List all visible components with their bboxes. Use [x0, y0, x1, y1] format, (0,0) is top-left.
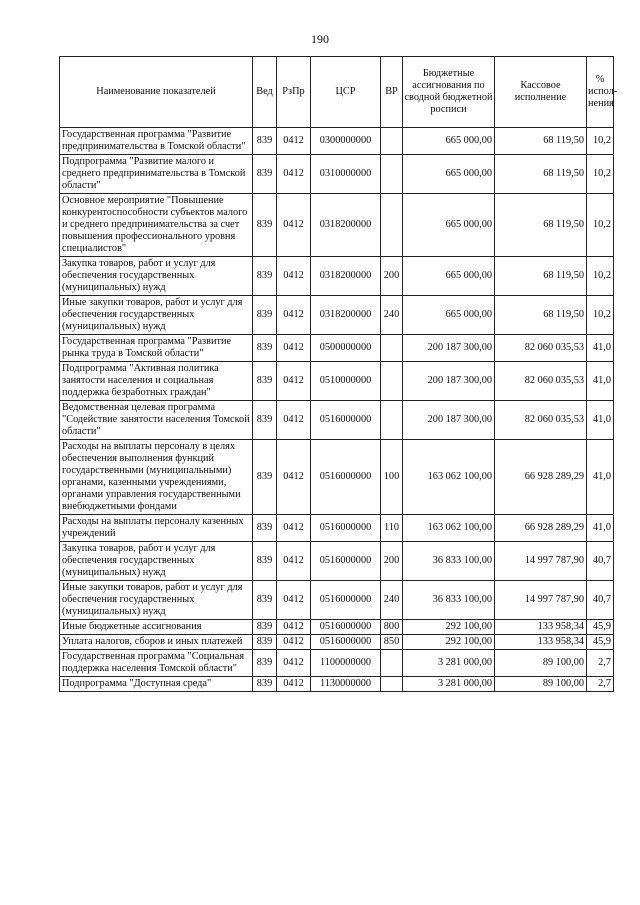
row-rzpr: 0412 [277, 401, 311, 440]
budget-table [59, 56, 618, 692]
row-budget: 665 000,00 [403, 296, 495, 335]
row-rzpr: 0412 [277, 620, 311, 635]
table-row [60, 440, 614, 515]
table-row [60, 620, 614, 635]
table-row [60, 155, 614, 194]
row-name: Подпрограмма "Доступная среда" [60, 677, 253, 692]
row-budget: 292 100,00 [403, 620, 495, 635]
row-rzpr: 0412 [277, 677, 311, 692]
row-csr: 0500000000 [311, 335, 381, 362]
row-rzpr: 0412 [277, 581, 311, 620]
table-row [60, 194, 614, 257]
row-name: Закупка товаров, работ и услуг для обеспечения государственных (муниципальных) нужд [60, 542, 253, 581]
row-cash: 66 928 289,29 [495, 440, 587, 515]
row-csr: 0516000000 [311, 542, 381, 581]
row-rzpr: 0412 [277, 635, 311, 650]
header-cash: Кассовое исполнение [495, 57, 587, 128]
row-cash: 68 119,50 [495, 194, 587, 257]
row-pct: 10,2 [587, 194, 614, 257]
row-ved: 839 [253, 296, 277, 335]
table-row [60, 542, 614, 581]
table-row [60, 257, 614, 296]
row-name: Уплата налогов, сборов и иных платежей [60, 635, 253, 650]
row-pct: 41,0 [587, 401, 614, 440]
row-vr [381, 335, 403, 362]
row-pct: 41,0 [587, 335, 614, 362]
row-csr: 0516000000 [311, 581, 381, 620]
row-budget: 665 000,00 [403, 155, 495, 194]
row-rzpr: 0412 [277, 440, 311, 515]
row-name: Подпрограмма "Развитие малого и среднего предпринимательства в Томской области" [60, 155, 253, 194]
row-name: Расходы на выплаты персоналу казенных учреждений [60, 515, 253, 542]
header-ved: Вед [253, 57, 277, 128]
row-pct: 41,0 [587, 515, 614, 542]
row-csr: 0318200000 [311, 257, 381, 296]
table-row [60, 128, 614, 155]
row-name: Государственная программа "Развитие предпринимательства в Томской области" [60, 128, 253, 155]
row-ved: 839 [253, 650, 277, 677]
header-vr: ВР [381, 57, 403, 128]
row-pct: 45,9 [587, 635, 614, 650]
row-csr: 0318200000 [311, 296, 381, 335]
row-vr [381, 155, 403, 194]
table-row [60, 335, 614, 362]
row-cash: 82 060 035,53 [495, 335, 587, 362]
row-pct: 45,9 [587, 620, 614, 635]
row-rzpr: 0412 [277, 128, 311, 155]
row-name: Подпрограмма "Активная политика занятости населения и социальная поддержка безработных граждан" [60, 362, 253, 401]
row-ved: 839 [253, 362, 277, 401]
row-ved: 839 [253, 335, 277, 362]
row-name: Иные закупки товаров, работ и услуг для обеспечения государственных (муниципальных) нужд [60, 581, 253, 620]
header-budget: Бюджетные ассигнования по сводной бюджетной росписи [403, 57, 495, 128]
row-cash: 68 119,50 [495, 155, 587, 194]
row-rzpr: 0412 [277, 362, 311, 401]
row-csr: 0516000000 [311, 635, 381, 650]
row-pct: 2,7 [587, 650, 614, 677]
row-vr: 110 [381, 515, 403, 542]
row-csr: 0318200000 [311, 194, 381, 257]
row-vr [381, 677, 403, 692]
row-budget: 200 187 300,00 [403, 401, 495, 440]
table-row [60, 362, 614, 401]
row-pct: 2,7 [587, 677, 614, 692]
row-pct: 10,2 [587, 128, 614, 155]
row-cash: 68 119,50 [495, 296, 587, 335]
header-name: Наименование показателей [60, 57, 253, 128]
row-vr [381, 194, 403, 257]
row-cash: 89 100,00 [495, 650, 587, 677]
table-row [60, 581, 614, 620]
row-rzpr: 0412 [277, 542, 311, 581]
row-csr: 0516000000 [311, 440, 381, 515]
row-cash: 82 060 035,53 [495, 401, 587, 440]
row-csr: 0300000000 [311, 128, 381, 155]
row-cash: 133 958,34 [495, 635, 587, 650]
row-name: Государственная программа "Развитие рынка труда в Томской области" [60, 335, 253, 362]
table-row [60, 635, 614, 650]
row-rzpr: 0412 [277, 650, 311, 677]
row-budget: 163 062 100,00 [403, 515, 495, 542]
page-number: 190 [311, 32, 329, 46]
header-rzpr: РзПр [277, 57, 311, 128]
row-rzpr: 0412 [277, 257, 311, 296]
row-ved: 839 [253, 194, 277, 257]
row-csr: 0516000000 [311, 620, 381, 635]
row-csr: 0516000000 [311, 401, 381, 440]
row-pct: 10,2 [587, 296, 614, 335]
row-budget: 36 833 100,00 [403, 581, 495, 620]
row-rzpr: 0412 [277, 155, 311, 194]
row-pct: 10,2 [587, 257, 614, 296]
row-vr [381, 401, 403, 440]
row-name: Иные бюджетные ассигнования [60, 620, 253, 635]
row-cash: 89 100,00 [495, 677, 587, 692]
row-cash: 82 060 035,53 [495, 362, 587, 401]
row-csr: 0516000000 [311, 515, 381, 542]
row-ved: 839 [253, 401, 277, 440]
table-row [60, 650, 614, 677]
row-csr: 1130000000 [311, 677, 381, 692]
row-pct: 40,7 [587, 542, 614, 581]
table-row [60, 296, 614, 335]
row-name: Расходы на выплаты персоналу в целях обеспечения выполнения функций государственными (муниципальными) органами, казенными учреждениями, органами управления государственными внебюджетными фондами [60, 440, 253, 515]
row-ved: 839 [253, 677, 277, 692]
row-ved: 839 [253, 542, 277, 581]
row-pct: 10,2 [587, 155, 614, 194]
row-vr: 200 [381, 542, 403, 581]
header-csr: ЦСР [311, 57, 381, 128]
row-name: Иные закупки товаров, работ и услуг для обеспечения государственных (муниципальных) нужд [60, 296, 253, 335]
table-row [60, 401, 614, 440]
row-name: Основное мероприятие "Повышение конкурентоспособности субъектов малого и среднего предпринимательства за счет повышения профессионального уровня специалистов" [60, 194, 253, 257]
row-ved: 839 [253, 257, 277, 296]
row-cash: 14 997 787,90 [495, 581, 587, 620]
row-cash: 133 958,34 [495, 620, 587, 635]
row-vr [381, 362, 403, 401]
row-name: Ведомственная целевая программа "Содействие занятости населения Томской области" [60, 401, 253, 440]
row-rzpr: 0412 [277, 335, 311, 362]
row-budget: 200 187 300,00 [403, 362, 495, 401]
row-cash: 66 928 289,29 [495, 515, 587, 542]
row-vr [381, 128, 403, 155]
row-rzpr: 0412 [277, 515, 311, 542]
row-cash: 14 997 787,90 [495, 542, 587, 581]
row-budget: 292 100,00 [403, 635, 495, 650]
row-vr: 100 [381, 440, 403, 515]
row-vr: 850 [381, 635, 403, 650]
row-budget: 163 062 100,00 [403, 440, 495, 515]
row-rzpr: 0412 [277, 194, 311, 257]
table-row [60, 515, 614, 542]
row-name: Государственная программа "Социальная поддержка населения Томской области" [60, 650, 253, 677]
row-vr [381, 650, 403, 677]
row-ved: 839 [253, 128, 277, 155]
row-csr: 0310000000 [311, 155, 381, 194]
row-name: Закупка товаров, работ и услуг для обеспечения государственных (муниципальных) нужд [60, 257, 253, 296]
row-budget: 3 281 000,00 [403, 677, 495, 692]
row-ved: 839 [253, 155, 277, 194]
row-budget: 200 187 300,00 [403, 335, 495, 362]
row-pct: 40,7 [587, 581, 614, 620]
row-cash: 68 119,50 [495, 128, 587, 155]
row-csr: 0510000000 [311, 362, 381, 401]
table-header-row [60, 57, 614, 128]
row-vr: 240 [381, 581, 403, 620]
table-row [60, 677, 614, 692]
row-vr: 800 [381, 620, 403, 635]
row-budget: 665 000,00 [403, 128, 495, 155]
row-ved: 839 [253, 581, 277, 620]
row-rzpr: 0412 [277, 296, 311, 335]
row-pct: 41,0 [587, 362, 614, 401]
row-budget: 36 833 100,00 [403, 542, 495, 581]
row-budget: 3 281 000,00 [403, 650, 495, 677]
row-ved: 839 [253, 515, 277, 542]
row-budget: 665 000,00 [403, 257, 495, 296]
row-vr: 240 [381, 296, 403, 335]
row-vr: 200 [381, 257, 403, 296]
row-ved: 839 [253, 635, 277, 650]
row-pct: 41,0 [587, 440, 614, 515]
row-csr: 1100000000 [311, 650, 381, 677]
header-pct: % испол-нения [587, 57, 614, 128]
row-ved: 839 [253, 440, 277, 515]
row-cash: 68 119,50 [495, 257, 587, 296]
row-budget: 665 000,00 [403, 194, 495, 257]
row-ved: 839 [253, 620, 277, 635]
